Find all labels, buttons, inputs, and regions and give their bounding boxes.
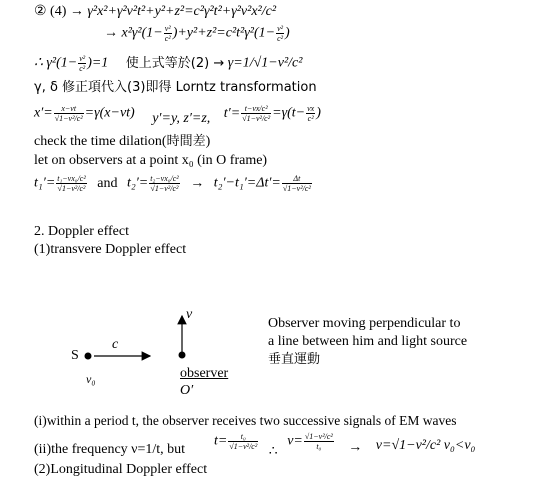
time-dilation-close: ) — [205, 134, 211, 149]
eq3-frac-num: v² — [79, 54, 86, 63]
eq8-frac-2-den: √1−v²/c² — [150, 184, 179, 193]
eq8-diff: t₂′−t₁′=Δt′= — [213, 175, 281, 191]
eq5-t-frac-den: √1−v²/c² — [242, 114, 271, 123]
eq8-t2: t₂′= — [126, 175, 149, 191]
source-frequency-label: ν₀ — [86, 372, 96, 386]
time-dilation-cjk: 時間差 — [166, 134, 206, 149]
eq3-frac-den: c² — [79, 64, 86, 73]
eq5-x-frac-den: √1−v²/c² — [54, 114, 83, 123]
pii-therefore: ∴ — [268, 443, 278, 459]
source-dot — [85, 353, 92, 360]
diagram-description-cjk: 垂直運動 — [268, 352, 321, 367]
paragraph-i: (i)within a period t, the observer receives two successive signals of EM waves — [34, 413, 457, 428]
pii-t-frac — [228, 432, 258, 451]
paragraph-ii — [34, 442, 185, 458]
eq2-frac-2-den: c² — [277, 34, 284, 43]
eq8-and: and — [97, 175, 118, 191]
eq8-frac-3-den: √1−v²/c² — [282, 184, 311, 193]
eq8-frac-3-num: Δt — [282, 174, 312, 184]
velocity-label: v — [186, 307, 193, 322]
pii-arrow: → — [348, 439, 363, 455]
eq2-arrow: → — [104, 25, 118, 41]
paragraph-longitudinal: (2)Longitudinal Doppler effect — [34, 462, 208, 477]
eq5-t-prime: t′= — [223, 105, 241, 121]
lorentz-intro: γ, δ 修正項代入(3)即得 Lorntz transformation — [34, 80, 317, 95]
observers-line: let on observers at a point x₀ (in O frame) — [34, 153, 268, 168]
eq5-t-close: ) — [316, 105, 321, 121]
eq8-arrow: → — [190, 175, 205, 191]
eq5-yz: y′=y, z′=z, — [152, 110, 211, 126]
pii-nu-frac — [304, 432, 334, 451]
light-speed-label: c — [112, 337, 119, 352]
eq1-prefix: ② (4) → — [34, 4, 84, 19]
eq5-t-inner-num: vx — [307, 104, 315, 113]
eq3-gamma-result: γ=1/√1−v²/c² — [227, 55, 303, 71]
pii-nu: ν= — [287, 433, 303, 449]
paragraph-ii-text: (ii)the frequency ν=1/t, but — [34, 442, 186, 457]
pii-result: ν=√1−v²/c² ν₀<ν₀ — [375, 437, 476, 453]
eq2-part-a: x²γ²(1− — [121, 25, 163, 41]
observer-frame-label: O′ — [180, 383, 194, 398]
diagram-description-2: a line between him and light source — [268, 334, 468, 349]
paragraph-ii-math — [214, 432, 476, 459]
eq5-x-frac-num: x−vt — [54, 104, 84, 114]
eq2-frac-1-den: c² — [164, 34, 171, 43]
eq2-part-b: )+y²+z²=c²t²γ²(1− — [172, 25, 276, 41]
eq8-t1: t₁′= — [34, 175, 56, 191]
pii-t-frac-den: √1−v²/c² — [229, 442, 258, 451]
diagram-description-1: Observer moving perpendicular to — [268, 316, 461, 331]
time-dilation-text: check the time dilation( — [34, 134, 167, 149]
eq3-therefore: ∴ γ²(1− — [34, 55, 78, 71]
eq3-cjk-note: 使上式等於(2) → — [125, 55, 225, 71]
eq5-x-prime: x′= — [34, 105, 53, 121]
pii-nu-frac-den: t₀ — [316, 442, 322, 451]
eq2-part-c: ) — [285, 25, 290, 41]
transverse-heading: (1)transvere Doppler effect — [34, 242, 187, 257]
eq2-frac-2-num: v² — [277, 24, 284, 33]
pii-nu-frac-num: √1−v²/c² — [304, 432, 333, 441]
observer-dot — [179, 352, 186, 359]
eq8-frac-2-num: t₂−vx₀/c² — [150, 174, 179, 183]
eq5-x-gamma: =γ(x−vt) — [84, 105, 135, 121]
eq2-frac-1-num: v² — [164, 24, 171, 33]
source-label: S — [71, 348, 79, 363]
eq5-t-inner-den: c² — [307, 114, 314, 123]
eq8-frac-1-num: t₁−vx₀/c² — [57, 174, 86, 183]
doppler-heading: 2. Doppler effect — [34, 224, 129, 239]
eq5-t-gamma: =γ(t− — [272, 105, 306, 121]
observer-label: observer — [180, 366, 229, 381]
eq8-frac-1-den: √1−v²/c² — [57, 184, 86, 193]
pii-t-frac-num: t₀ — [228, 432, 258, 442]
pii-t: t= — [214, 433, 228, 449]
eq3-equals-one: )=1 — [87, 55, 109, 71]
eq1-body: γ²x²+γ²v²t²+y²+z²=c²γ²t²+γ²v²x²/c² — [87, 4, 277, 19]
eq5-t-frac-num: t−vx/c² — [241, 104, 271, 114]
